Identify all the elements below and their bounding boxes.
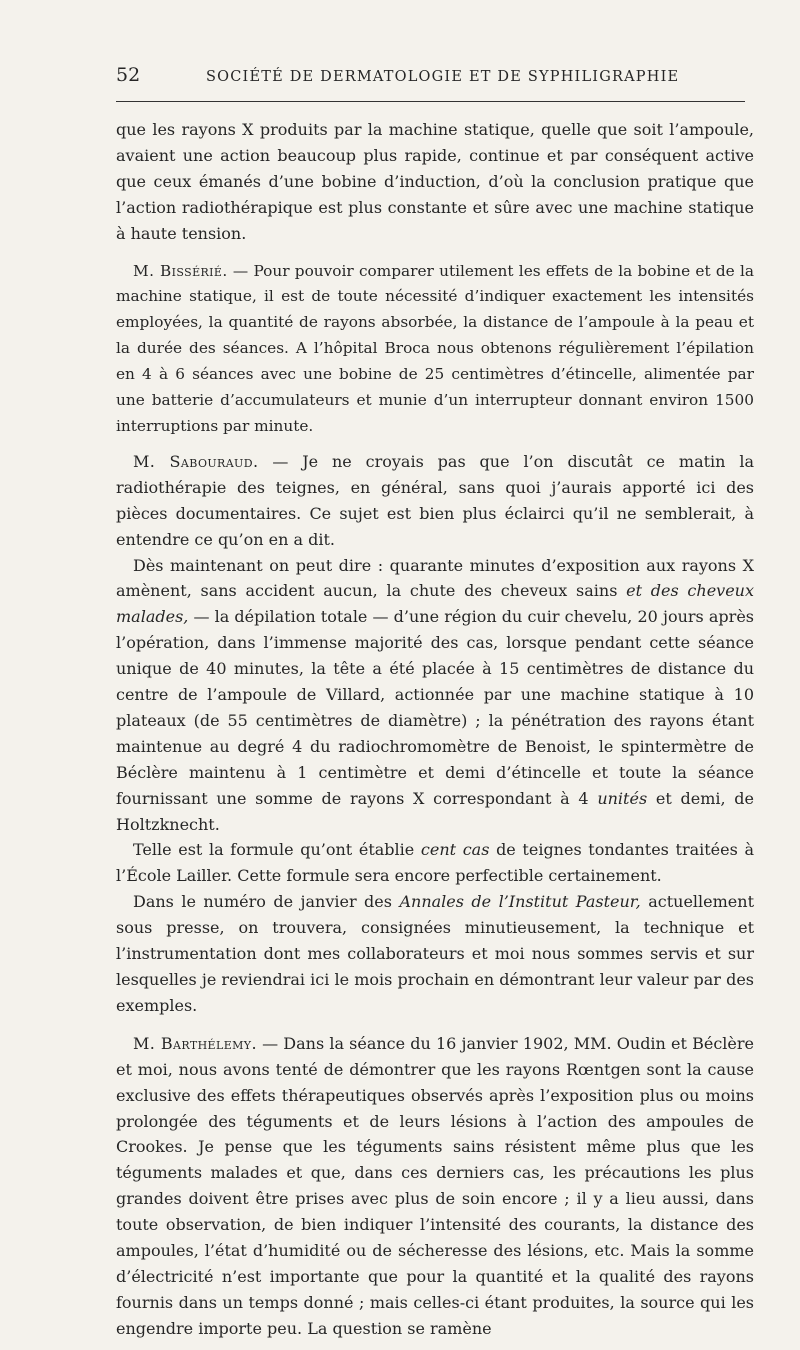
paragraph-bisserie (116, 259, 754, 440)
paragraph-text: — la dépilation totale — d’une région du cuir chevelu, 20 jours après l’opération, dans l’immense majorité des cas, lorsque pendant cette séance unique de 40 minutes, la tête a été placée à 15 centimètres de distance du centre de l’ampoule de Villard, actionnée par une machine statique à 10 plateaux (de 55 centimètres de diamètre) ; la pénétration des rayons étant maintenue au degré 4 du radiochromomètre de Benoist, le spintermètre de Béclère maintenu à 1 centimètre et demi d’étincelle et toute la séance fournissant une somme de rayons X correspondant à 4 (116, 607, 754, 808)
running-title: SOCIÉTÉ DE DERMATOLOGIE ET DE SYPHILIGRAPHIE (206, 69, 680, 85)
paragraph-sabouraud (116, 449, 754, 553)
paragraph-barthelemy (116, 1031, 754, 1342)
paragraph-text: actuellement sous presse, on trouvera, consignées minutieusement, la technique et l’instrumentation dont mes collaborateurs et moi nous sommes servis et sur lesquelles je reviendrai ici le mois prochain en démontrant leur valeur par des exemples. (116, 892, 755, 1015)
italic-text: cent cas (420, 840, 490, 860)
body-text (116, 117, 754, 1342)
italic-text: Annales de l’Institut Pasteur, (399, 892, 641, 912)
paragraph-1: que les rayons X produits par la machine statique, quelle que soit l’ampoule, avaient une action beaucoup plus rapide, continue et par conséquent active que ceux émanés d’une bobine d’induction, d’où la conclusion pratique que l’action radiothérapique est plus constante et sûre avec une machine statique à haute tension. (116, 120, 754, 243)
page-header (116, 64, 756, 86)
paragraph-text: de teignes tondantes traitées à l’École Lailler. Cette formule sera encore perfectible certainement. (116, 840, 755, 886)
speaker-name: M. Sabouraud. (133, 451, 259, 471)
italic-text: et des cheveux malades, (116, 581, 754, 627)
paragraph-cent-cas (116, 837, 754, 889)
paragraph-text: et demi, de Holtzknecht. (116, 788, 755, 834)
page-number: 52 (116, 64, 141, 86)
speaker-name: M. Bissérié. (133, 261, 228, 280)
paragraph-text: — Je ne croyais pas que l’on discutât ce matin la radiothérapie des teignes, en général, sans quoi j’aurais apporté ici des pièces documentaires. Ce sujet est bien plus éclairci qu’il ne semblerait, à entendre ce qu’on en a dit. (116, 451, 754, 549)
speaker-name: M. Barthélemy. (133, 1033, 257, 1053)
italic-text: unités (597, 788, 648, 808)
paragraph-text: Dès maintenant on peut dire : quarante minutes d’exposition aux rayons X amènent, sans accident aucun, la chute des cheveux sains (116, 555, 754, 601)
paragraph-annales (116, 889, 754, 1019)
paragraph-text: Dans le numéro de janvier des (133, 892, 400, 912)
paragraph-text: — Dans la séance du 16 janvier 1902, MM. Oudin et Béclère et moi, nous avons tenté de démontrer que les rayons Rœntgen sont la cause exclusive des effets thérapeutiques observés après l’exposition plus ou moins prolongée des téguments et de leurs lésions à l’action des ampoules de Crookes. Je pense que les téguments sains résistent même plus que les téguments malades et que, dans ces derniers cas, les précautions les plus grandes doivent être prises avec plus de soin encore ; il y a lieu aussi, dans toute observation, de bien indiquer l’intensité des courants, la distance des ampoules, l’état d’humidité ou de sécheresse des lésions, etc. Mais la somme d’électricité n’est importante que pour la quantité et la qualité des rayons fournis dans un temps donné ; mais celles-ci étant produites, la source qui les engendre importe peu. La question se ramène (116, 1033, 754, 1338)
header-rule (116, 101, 745, 102)
paragraph-text: — Pour pouvoir comparer utilement les effets de la bobine et de la machine statique, il est de toute nécessité d’indiquer exactement les intensités employées, la quantité de rayons absorbée, la distance de l’ampoule à la peau et la durée des séances. A l’hôpital Broca nous obtenons régulièrement l’épilation en 4 à 6 séances avec une bobine de 25 centimètres d’étincelle, alimentée par une batterie d’accumulateurs et munie d’un interrupteur donnant environ 1500 interruptions par minute. (116, 261, 755, 435)
paragraph-text: Telle est la formule qu’ont établie (133, 840, 421, 860)
paragraph-formula (116, 553, 754, 838)
